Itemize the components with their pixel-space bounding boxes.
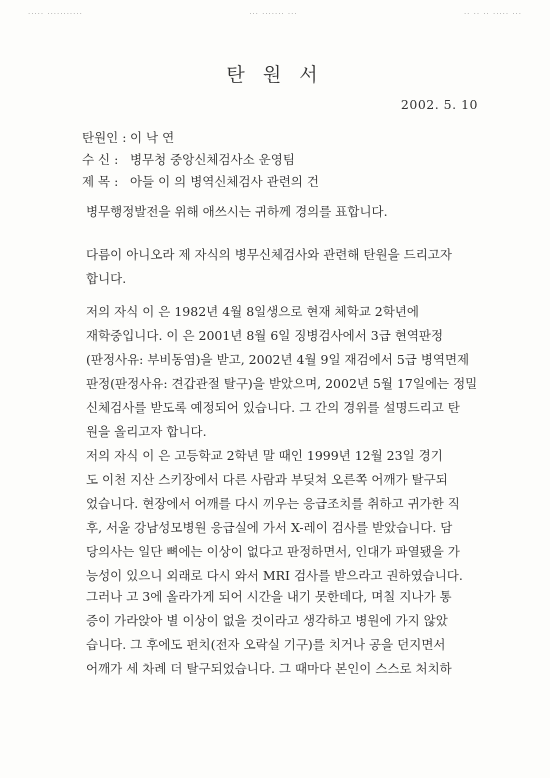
petitioner-label: 탄원인 : bbox=[82, 130, 127, 145]
subject-label: 제 목 : bbox=[82, 174, 119, 189]
paragraph-background bbox=[86, 300, 490, 444]
document-date: 2002. 5. 10 bbox=[400, 97, 478, 112]
paragraph-intro bbox=[86, 243, 490, 291]
fax-header-left: ····· ··········· bbox=[28, 10, 83, 18]
paragraph-aftermath bbox=[86, 585, 490, 681]
paragraph-line: 습니다. 그 후에도 펀치(전자 오락실 기구)를 치거나 공을 던지면서 bbox=[86, 637, 446, 652]
paragraph-line: 저의 자식 이 은 고등학교 2학년 말 때인 1999년 12월 23일 경기 bbox=[86, 448, 443, 463]
paragraph-line: 도 이천 지산 스키장에서 다른 사람과 부딪쳐 오른쪽 어깨가 탈구되 bbox=[86, 472, 448, 487]
paragraph-line: 다름이 아니오라 제 자식의 병무신체검사와 관련해 탄원을 드리고자 bbox=[86, 247, 452, 262]
paragraph-line: 증이 가라앉아 별 이상이 없을 것이라고 생각하고 병원에 가지 않았 bbox=[86, 613, 448, 628]
recipient-name: 병무청 중앙신체검사소 운영팀 bbox=[129, 152, 295, 167]
paragraph-line: 저의 자식 이 은 1982년 4월 8일생으로 현재 체학교 2학년에 bbox=[86, 304, 419, 319]
paragraph-line: 판정(판정사유: 견갑관절 탈구)을 받았으며, 2002년 5월 17일에는 정밀 bbox=[86, 376, 478, 391]
petitioner-line bbox=[82, 128, 174, 146]
paragraph-line: 병무행정발전을 위해 애쓰시는 귀하께 경의를 표합니다. bbox=[86, 204, 388, 219]
petitioner-name: 이 낙 연 bbox=[129, 130, 175, 145]
paragraph-line: 었습니다. 현장에서 어깨를 다시 끼우는 응급조치를 취하고 귀가한 직 bbox=[86, 496, 460, 511]
paragraph-line: 당의사는 일단 뼈에는 이상이 없다고 판정하면서, 인대가 파열됐을 가 bbox=[86, 544, 460, 559]
recipient-label: 수 신 : bbox=[82, 152, 119, 167]
paragraph-injury bbox=[86, 444, 490, 588]
paragraph-line: 어깨가 세 차례 더 탈구되었습니다. 그 때마다 본인이 스스로 처치하 bbox=[86, 661, 452, 676]
recipient-line bbox=[82, 150, 295, 168]
paragraph-line: (판정사유: 부비동염)을 받고, 2002년 4월 9일 재검에서 5급 병역면제 bbox=[86, 352, 470, 367]
paragraph-line: 신체검사를 받도록 예정되어 있습니다. 그 간의 경위를 설명드리고 탄 bbox=[86, 400, 460, 415]
fax-header-middle: ··· ······· ··· bbox=[249, 10, 298, 18]
paragraph-line: 원을 올리고자 합니다. bbox=[86, 424, 207, 439]
document-title: 탄 원 서 bbox=[226, 64, 324, 86]
fax-header-right: ·· ·· ·· ····· ··· bbox=[463, 10, 522, 18]
paragraph-line: 재학중입니다. 이 은 2001년 8월 6일 징병검사에서 3급 현역판정 bbox=[86, 328, 444, 343]
fax-header bbox=[28, 10, 522, 18]
paragraph-line: 능성이 있으니 외래로 다시 와서 MRI 검사를 받으라고 권하였습니다. bbox=[86, 568, 463, 583]
paragraph-line: 합니다. bbox=[86, 271, 127, 286]
subject-text: 아들 이 의 병역신체검사 관련의 건 bbox=[129, 174, 319, 189]
subject-line bbox=[82, 172, 319, 190]
paragraph-line: 후, 서울 강남성모병원 응급실에 가서 X-레이 검사를 받았습니다. 담 bbox=[86, 520, 453, 535]
paragraph-greeting bbox=[86, 200, 490, 224]
paragraph-line: 그러나 고 3에 올라가게 되어 시간을 내기 못한데다, 며칠 지나가 통 bbox=[86, 589, 452, 604]
